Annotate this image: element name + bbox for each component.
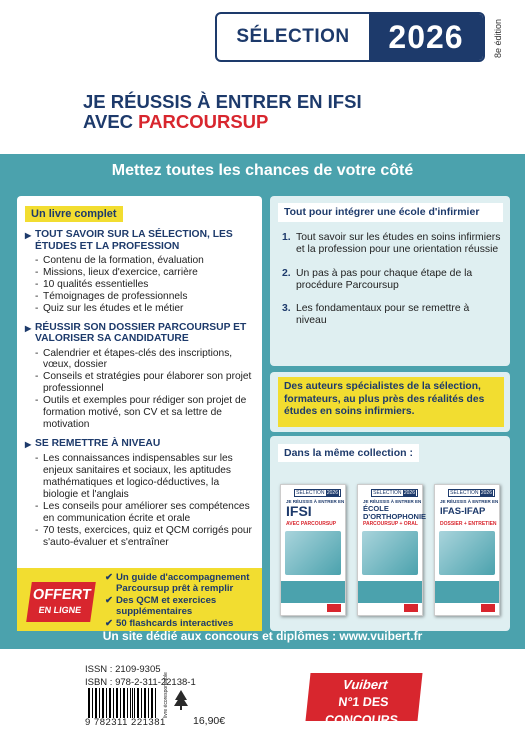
book-photo <box>439 531 495 575</box>
section-heading-text: RÉUSSIR SON DOSSIER PARCOURSUP ET VALORISER SA CANDIDATURE <box>35 321 247 345</box>
section-items <box>35 255 254 315</box>
eco-label-text: livre écoresponsable <box>163 672 169 718</box>
isbn: ISBN : 978-2-311-22138-1 <box>85 676 196 688</box>
list-item: - Les connaissances indispensables sur les enjeux sanitaires et sociaux, les aptitudes mathématiques et logico-déductives, la biologie et l'anglais <box>35 453 254 501</box>
book-name: ÉCOLE D'ORTHOPHONIE <box>363 504 427 521</box>
issn: ISSN : 2109-9305 <box>85 664 161 675</box>
list-item-text: 70 tests, exercices, quiz et QCM corrigés pour s'auto-évaluer et s'entraîner <box>43 524 252 548</box>
book-top-text: JE RÉUSSIS À ENTRER EN <box>286 499 345 504</box>
complete-book-badge: Un livre complet <box>25 206 123 222</box>
left-card <box>17 196 262 631</box>
list-item-text: Outils et exemples pour rédiger son projet de formation motivé, son CV et sa lettre de motivation <box>43 395 247 430</box>
list-item: - Calendrier et étapes-clés des inscriptions, vœux, dossier <box>35 348 254 372</box>
offer-list <box>105 572 262 629</box>
section-heading <box>25 322 254 345</box>
panel-heading: Mettez toutes les chances de votre côté <box>111 162 414 179</box>
book-photo <box>285 531 341 575</box>
publisher-name: Vuibert <box>342 677 389 692</box>
book-cover-ifsi[interactable] <box>280 484 346 616</box>
item-number: 1. <box>282 232 291 243</box>
list-item-text: Conseils et stratégies pour élaborer son projet professionnel <box>43 371 252 395</box>
publisher-logo <box>305 673 422 727</box>
list-item-text: Témoignages de professionnels <box>43 290 188 302</box>
item-number: 2. <box>282 267 291 279</box>
item-number: 3. <box>282 303 291 315</box>
section-heading-text: SE REMETTRE À NIVEAU <box>35 437 161 449</box>
numbered-item <box>282 303 502 328</box>
list-item: - Contenu de la formation, évaluation <box>35 255 204 266</box>
list-item-text: Les conseils pour améliorer ses compétences en communication écrite et orale <box>43 501 250 524</box>
selection-banner <box>215 12 485 62</box>
book-name: IFAS-IFAP <box>440 506 486 517</box>
triangle-icon: ▶ <box>25 439 32 449</box>
book-strip <box>435 581 499 603</box>
book-selection-tag: SÉLECTION 2026 <box>371 489 418 497</box>
book-strip <box>281 581 345 603</box>
numbered-item <box>282 232 502 257</box>
numbered-list <box>282 232 502 339</box>
book-subtitle: PARCOURSUP + ORAL <box>363 521 418 527</box>
list-item: - Conseils et stratégies pour élaborer son projet professionnel <box>35 371 254 395</box>
book-photo <box>362 531 418 575</box>
list-item: - Outils et exemples pour rédiger son projet de formation motivé, son CV et sa lettre de motivation <box>35 395 254 431</box>
offer-item-text: 50 flashcards interactives <box>116 617 234 629</box>
offer-badge <box>26 582 96 622</box>
book-publisher-logo <box>404 604 418 612</box>
offer-item-text: Un guide d'accompagnement Parcoursup prêt à remplir <box>116 572 250 595</box>
offer-word: OFFERT <box>31 587 93 603</box>
book-selection-tag: SÉLECTION 2026 <box>448 489 495 497</box>
offer-item <box>105 618 262 629</box>
check-icon: ✔ <box>105 617 114 629</box>
title-prefix: AVEC <box>83 111 139 132</box>
barcode-bar <box>96 688 97 718</box>
book-cover-orthophonie[interactable] <box>357 484 427 616</box>
book-strip <box>358 581 422 603</box>
selection-year: 2026 <box>369 14 483 60</box>
book-title <box>83 92 362 132</box>
publisher-tagline: N°1 DES CONCOURS <box>324 695 399 727</box>
book-subtitle: DOSSIER + ENTRETIEN <box>440 521 497 527</box>
book-top-text: JE RÉUSSIS À ENTRER EN <box>363 499 422 504</box>
list-item: - Témoignages de professionnels <box>35 290 188 302</box>
edition-label: 8e édition <box>493 18 503 58</box>
book-publisher-logo <box>327 604 341 612</box>
collection-card <box>270 436 510 631</box>
section-items <box>35 348 254 431</box>
barcode-bar <box>148 688 149 718</box>
offer-item <box>105 572 262 595</box>
right-card <box>270 196 510 366</box>
item-text: Un pas à pas pour chaque étape de la procédure Parcoursup <box>296 267 473 291</box>
price: 16,90€ <box>193 715 226 727</box>
check-icon: ✔ <box>105 594 114 606</box>
triangle-icon: ▶ <box>25 323 32 333</box>
title-line-2 <box>83 112 362 132</box>
numbered-item <box>282 268 502 293</box>
book-selection-tag: SÉLECTION 2026 <box>294 489 341 497</box>
list-item-text: Calendrier et étapes-clés des inscriptions, vœux, dossier <box>43 347 233 371</box>
offer-item-text: Des QCM et exercices supplémentaires <box>116 594 217 618</box>
book-publisher-logo <box>481 604 495 612</box>
item-text: Tout savoir sur les études en soins infirmiers et la profession pour une orientation réussie <box>296 232 501 256</box>
book-name: IFSI <box>286 503 312 519</box>
list-item: - Quiz sur les études et le métier <box>35 302 184 314</box>
list-item-text: Quiz sur les études et le métier <box>43 302 184 314</box>
list-item-text: Les connaissances indispensables sur les enjeux sanitaires et sociaux, les aptitudes mathématiques et logico-déductives, la biologie et l'anglais <box>43 453 233 501</box>
section-heading <box>25 438 254 451</box>
section-items <box>35 453 254 548</box>
list-item: - 10 qualités essentielles <box>35 278 149 290</box>
list-item-text: Contenu de la formation, évaluation <box>43 255 204 266</box>
collection-title: Dans la même collection : <box>278 444 419 462</box>
section-heading-text: TOUT SAVOIR SUR LA SÉLECTION, LES ÉTUDES ET LA PROFESSION <box>35 229 233 252</box>
book-cover-ifas-ifap[interactable] <box>434 484 500 616</box>
authors-text: Des auteurs spécialistes de la sélection, formateurs, au plus près des réalités des études en soins infirmiers. <box>278 377 504 427</box>
list-item-text: Missions, lieux d'exercice, carrière <box>43 266 198 278</box>
barcode-bar <box>110 688 111 718</box>
title-line-1: JE RÉUSSIS À ENTRER EN IFSI <box>83 91 362 112</box>
item-text: Les fondamentaux pour se remettre à niveau <box>296 303 470 327</box>
book-top-text: JE RÉUSSIS À ENTRER EN <box>440 499 499 504</box>
list-item: - Missions, lieux d'exercice, carrière <box>35 266 198 278</box>
authors-card <box>270 372 510 432</box>
triangle-icon: ▶ <box>25 231 32 240</box>
book-subtitle: AVEC PARCOURSUP <box>286 521 337 527</box>
right-card-title: Tout pour intégrer une école d'infirmier <box>278 203 503 222</box>
website-line: Un site dédié aux concours et diplômes : www.vuibert.fr <box>102 629 423 643</box>
offer-item <box>105 595 262 618</box>
content-panel <box>0 154 525 649</box>
selection-label: SÉLECTION <box>236 26 350 47</box>
barcode-digits: 9 782311 221381 <box>85 717 166 728</box>
list-item-text: 10 qualités essentielles <box>43 278 149 290</box>
section-heading <box>25 229 254 252</box>
offer-sub: EN LIGNE <box>37 605 82 615</box>
offer-box <box>17 568 262 631</box>
list-item: - Les conseils pour améliorer ses compétences en communication écrite et orale <box>35 501 254 525</box>
check-icon: ✔ <box>105 572 114 583</box>
barcode-bar <box>130 688 131 718</box>
title-accent: PARCOURSUP <box>138 111 269 132</box>
list-item: - 70 tests, exercices, quiz et QCM corrigés pour s'auto-évaluer et s'entraîner <box>35 525 254 549</box>
tree-icon <box>171 668 191 718</box>
